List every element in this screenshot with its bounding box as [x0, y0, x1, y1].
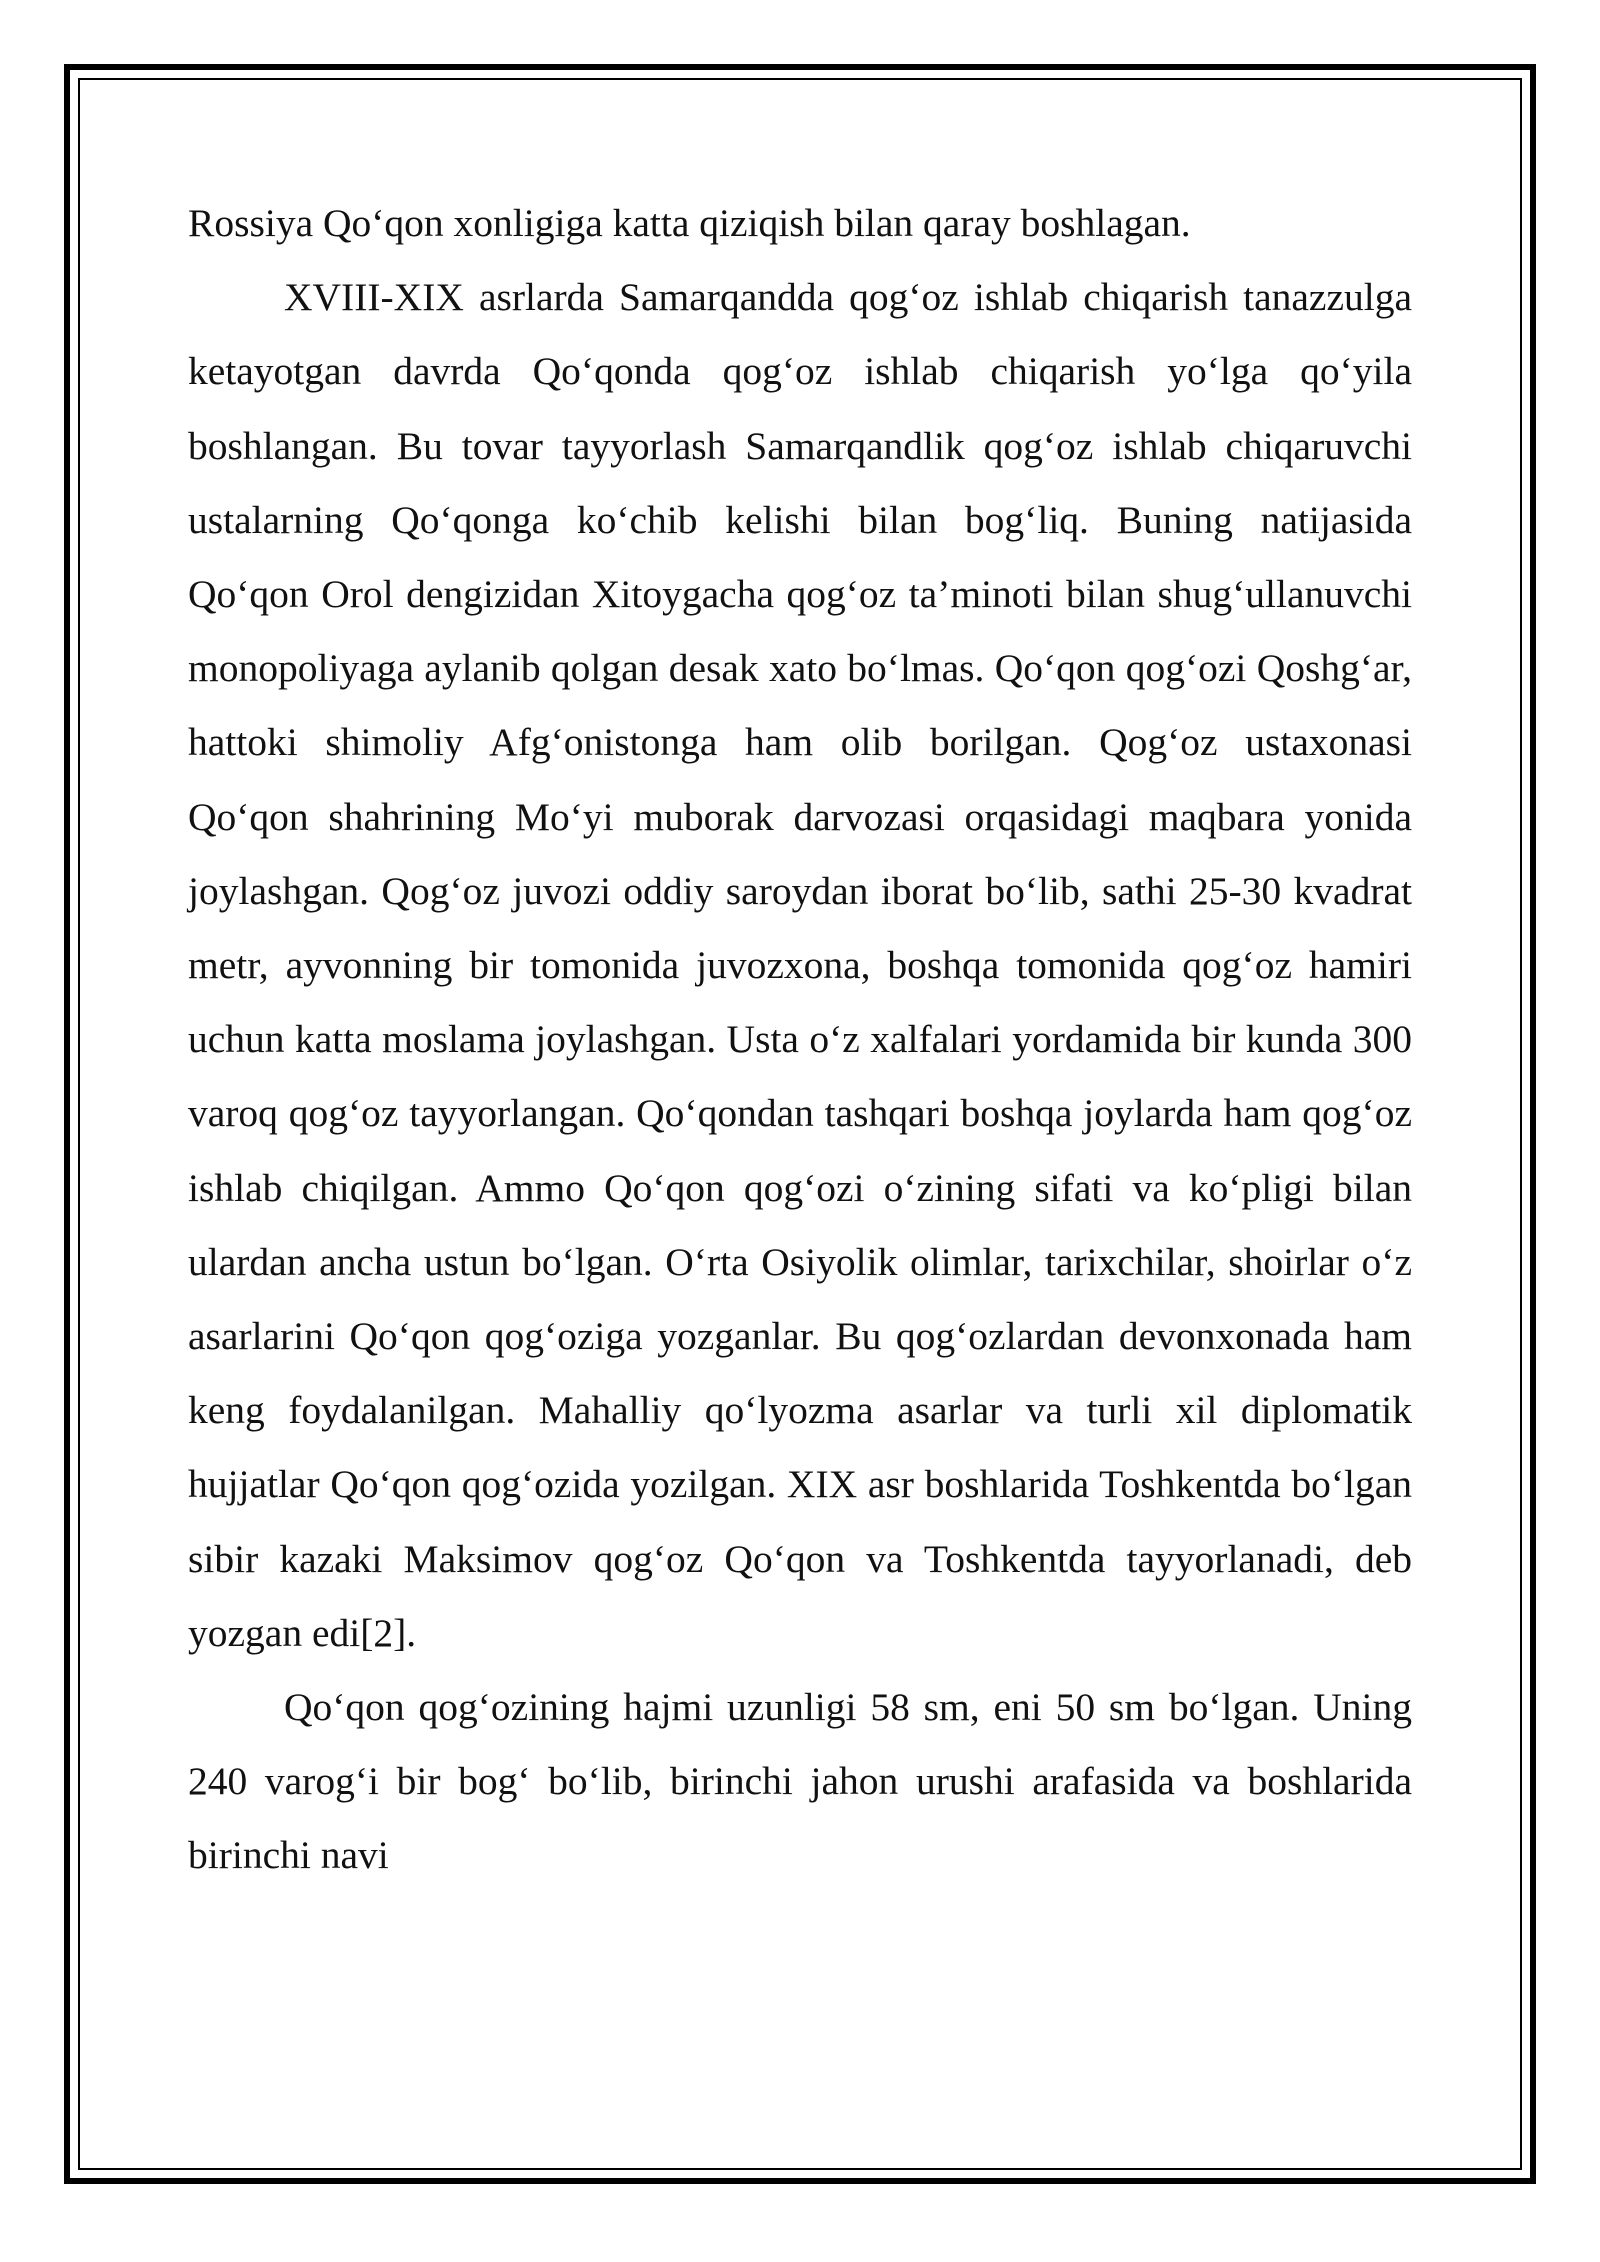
paragraph-3: Qo‘qon qog‘ozining hajmi uzunligi 58 sm, eni 50 sm bo‘lgan. Uning 240 varog‘i bir bog‘ bo‘lib, birinchi jahon urushi arafasida va boshlarida birinchi navi	[188, 1685, 1412, 1878]
paragraph-1: Rossiya Qo‘qon xonligiga katta qiziqish bilan qaray boshlagan.	[188, 201, 1191, 245]
paragraph-2: XVIII-XIX asrlarda Samarqandda qog‘oz ishlab chiqarish tanazzulga ketayotgan davrda Qo‘qonda qog‘oz ishlab chiqarish yo‘lga qo‘yila boshlangan. Bu tovar tayyorlash Samarqandlik qog‘oz ishlab chiqaruvchi ustalarning Qo‘qonga ko‘chib kelishi bilan bog‘liq. Buning natijasida Qo‘qon Orol dengizidan Xitoygacha qog‘oz ta’minoti bilan shug‘ullanuvchi monopoliyaga aylanib qolgan desak xato bo‘lmas. Qo‘qon qog‘ozi Qoshg‘ar, hattoki shimoliy Afg‘onistonga ham olib borilgan. Qog‘oz ustaxonasi Qo‘qon shahrining Mo‘yi muborak darvozasi orqasidagi maqbara yonida joylashgan. Qog‘oz juvozi oddiy saroydan iborat bo‘lib, sathi 25-30 kvadrat metr, ayvonning bir tomonida juvozxona, boshqa tomonida qog‘oz hamiri uchun katta moslama joylashgan. Usta o‘z xalfalari yordamida bir kunda 300 varoq qog‘oz tayyorlangan. Qo‘qondan tashqari boshqa joylarda ham qog‘oz ishlab chiqilgan. Ammo Qo‘qon qog‘ozi o‘zining sifati va ko‘pligi bilan ulardan ancha ustun bo‘lgan. O‘rta Osiyolik olimlar, tarixchilar, shoirlar o‘z asarlarini Qo‘qon qog‘oziga yozganlar. Bu qog‘ozlardan devonxonada ham keng foydalanilgan. Mahalliy qo‘lyozma asarlar va turli xil diplomatik hujjatlar Qo‘qon qog‘ozida yozilgan. XIX asr boshlarida Toshkentda bo‘lgan sibir kazaki Maksimov qog‘oz Qo‘qon va Toshkentda tayyorlanadi, deb yozgan edi[2].	[188, 275, 1412, 1655]
document-body	[188, 186, 1412, 1893]
